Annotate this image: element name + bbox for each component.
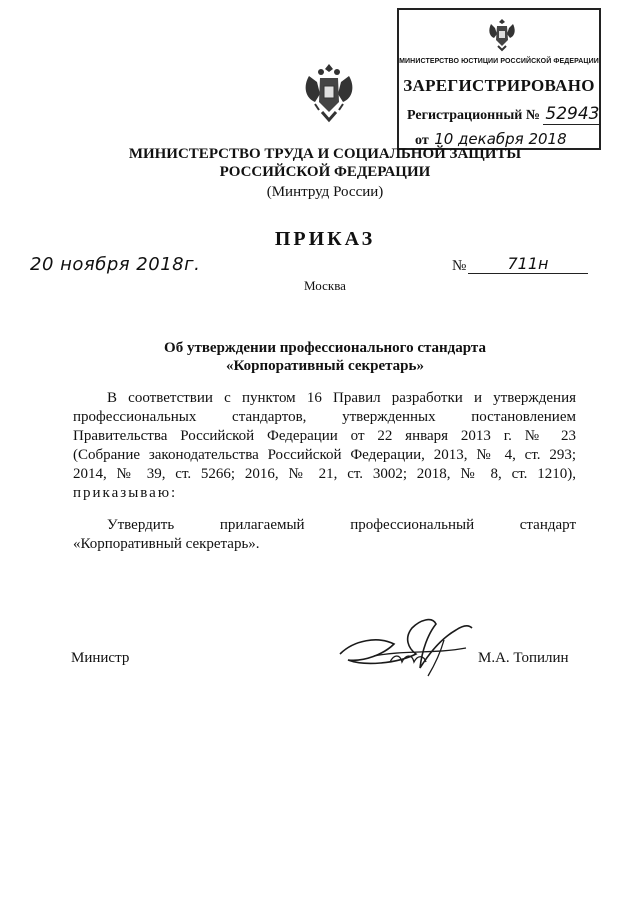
- body-line: приказываю:: [73, 485, 178, 501]
- order-date: 20 ноября 2018г.: [30, 254, 201, 275]
- stamp-registration-line: [407, 104, 601, 124]
- resolution-line: Утвердить прилагаемый профессиональный стандарт: [107, 517, 576, 533]
- handwritten-signature: [334, 610, 484, 682]
- ministry-name: МИНИСТЕРСТВО ТРУДА И СОЦИАЛЬНОЙ ЗАЩИТЫ: [128, 146, 522, 162]
- stamp-ministry-name: МИНИСТЕРСТВО ЮСТИЦИИ РОССИЙСКОЙ ФЕДЕРАЦИИ: [399, 58, 599, 65]
- signer-name: М.А. Топилин: [478, 650, 569, 666]
- signer-title: Министр: [71, 650, 130, 666]
- ministry-short-name: (Минтруд России): [266, 184, 384, 200]
- body-paragraph: [73, 389, 576, 503]
- stamp-registration-number: 52943: [545, 104, 600, 124]
- coat-of-arms-icon: [301, 62, 357, 124]
- ministry-country: РОССИЙСКОЙ ФЕДЕРАЦИИ: [219, 164, 431, 180]
- subject-line: «Корпоративный секретарь»: [226, 358, 424, 374]
- resolution-paragraph: [73, 516, 576, 554]
- body-line: профессиональных стандартов, утвержденных постановлением: [73, 409, 576, 425]
- subject-line: Об утверждении профессионального стандарта: [164, 340, 486, 356]
- stamp-date-label: от: [415, 133, 429, 148]
- registration-stamp: [397, 8, 601, 150]
- body-line: 2014, № 39, ст. 5266; 2016, № 21, ст. 3002; 2018, № 8, ст. 1210),: [73, 466, 576, 482]
- stamp-date-value: 10 декабря 2018: [434, 130, 567, 148]
- order-number: 711н: [468, 254, 588, 274]
- stamp-status: ЗАРЕГИСТРИРОВАНО: [403, 76, 595, 95]
- stamp-registration-label: Регистрационный №: [407, 108, 540, 123]
- coat-of-arms-icon: [485, 16, 519, 52]
- order-city: Москва: [304, 278, 346, 293]
- order-number-label: №: [452, 258, 467, 274]
- document-title: ПРИКАЗ: [274, 228, 376, 250]
- body-line: (Собрание законодательства Российской Федерации, 2013, № 4, ст. 293;: [73, 447, 576, 463]
- resolution-line: «Корпоративный секретарь».: [73, 536, 260, 552]
- body-line: В соответствии с пунктом 16 Правил разработки и утверждения: [107, 390, 576, 406]
- body-line: Правительства Российской Федерации от 22 января 2013 г. № 23: [73, 428, 576, 444]
